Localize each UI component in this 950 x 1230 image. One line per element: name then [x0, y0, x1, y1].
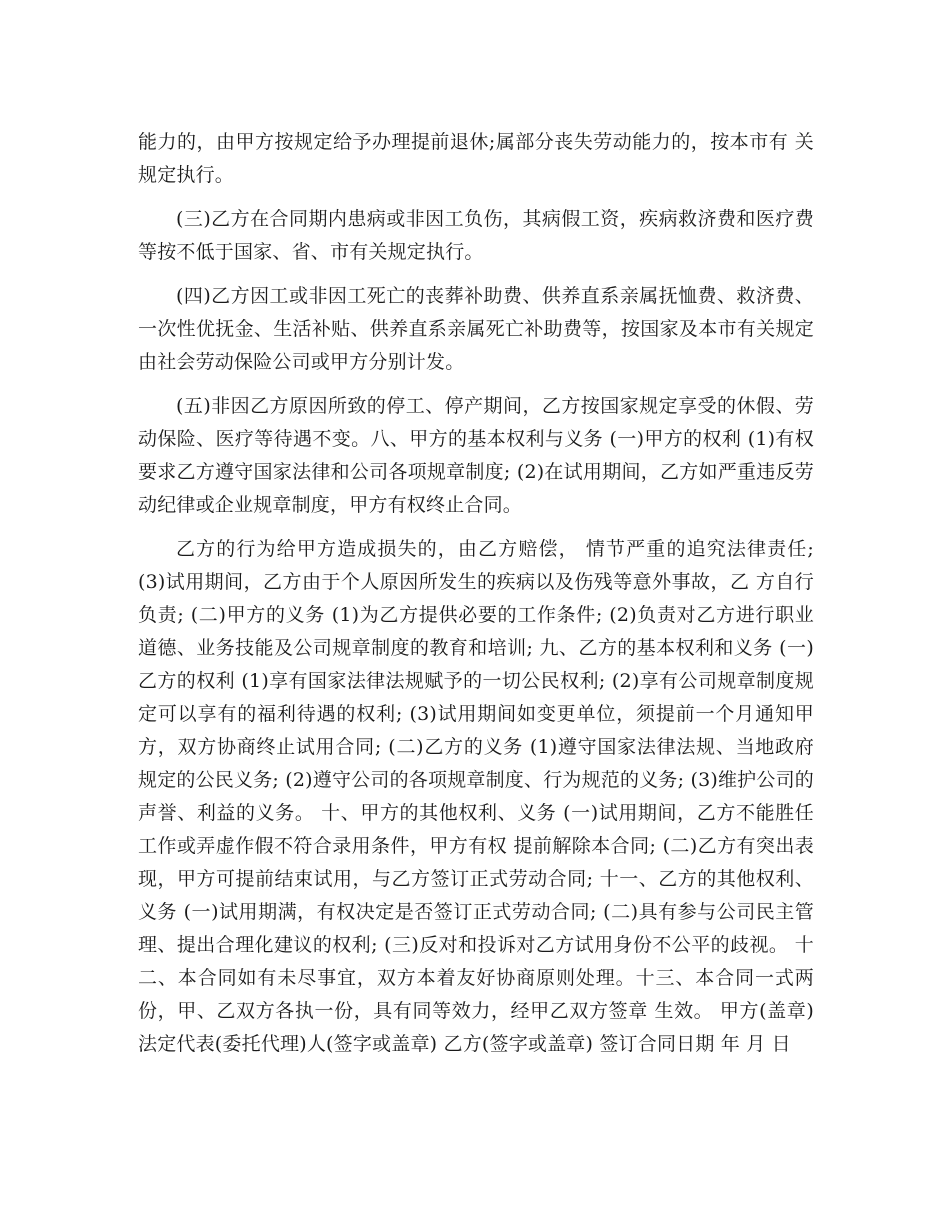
paragraph-death-benefits: (四)乙方因工或非因工死亡的丧葬补助费、供养直系亲属抚恤费、救济费、一次性优抚金、生活补贴、供养直系亲属死亡补助费等，按国家及本市有关规定由社会劳动保险公司或甲方分别计发。	[138, 285, 814, 373]
paragraph-work-stoppage-and-party-a-rights: (五)非因乙方原因所致的停工、停产期间，乙方按国家规定享受的休假、劳动保险、医疗等待遇不变。八、甲方的基本权利与义务 (一)甲方的权利 (1)有权要求乙方遵守国家法律和公司各项规章制度; (2)在试用期间，乙方如严重违反劳动纪律或企业规章制度，甲方有权终止合同。	[138, 395, 814, 516]
paragraph-retirement-continuation: 能力的，由甲方按规定给予办理提前退休;属部分丧失劳动能力的，按本市有 关规定执行。	[138, 131, 814, 186]
document-page	[138, 126, 814, 1072]
paragraph-obligations-and-signatures: 乙方的行为给甲方造成损失的，由乙方赔偿， 情节严重的追究法律责任; (3)试用期间，乙方由于个人原因所发生的疾病以及伤残等意外事故，乙 方自行负责; (二)甲方的义务 (1)为乙方提供必要的工作条件; (2)负责对乙方进行职业道德、业务技能及公司规章制度的教育和培训; 九、乙方的基本权利和义务 (一)乙方的权利 (1)享有国家法律法规赋予的一切公民权利; (2)享有公司规章制度规定可以享有的福利待遇的权利; (3)试用期间如变更单位，须提前一个月通知甲方，双方协商终止试用合同; (二)乙方的义务 (1)遵守国家法律法规、当地政府规定的公民义务; (2)遵守公司的各项规章制度、行为规范的义务; (3)维护公司的声誉、利益的义务。 十、甲方的其他权利、义务 (一)试用期间，乙方不能胜任工作或弄虚作假不符合录用条件，甲方有权 提前解除本合同; (二)乙方有突出表现，甲方可提前结束试用，与乙方签订正式劳动合同; 十一、乙方的其他权利、义务 (一)试用期满，有权决定是否签订正式劳动合同; (二)具有参与公司民主管理、提出合理化建议的权利; (三)反对和投诉对乙方试用身份不公平的歧视。 十二、本合同如有未尽事宜，双方本着友好协商原则处理。十三、本合同一式两份，甲、乙双方各执一份，具有同等效力，经甲乙双方签章 生效。 甲方(盖章) 法定代表(委托代理)人(签字或盖章) 乙方(签字或盖章) 签订合同日期 年 月 日	[138, 538, 814, 1055]
paragraph-sick-leave: (三)乙方在合同期内患病或非因工负伤，其病假工资，疾病救济费和医疗费等按不低于国家、省、市有关规定执行。	[138, 208, 814, 263]
